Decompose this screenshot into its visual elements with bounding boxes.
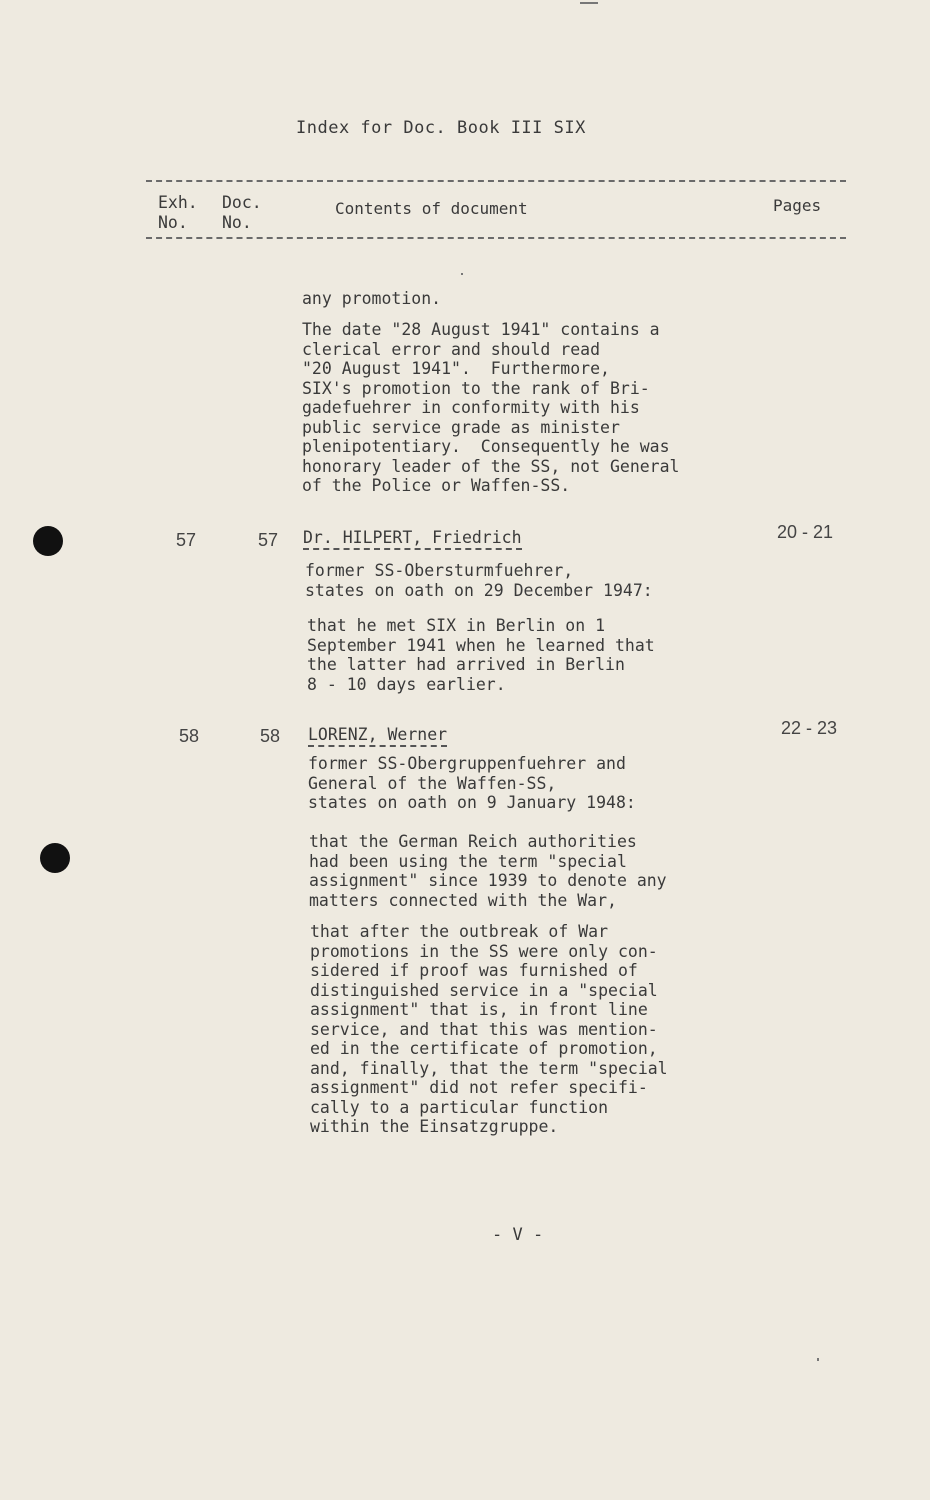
entry-name: Dr. HILPERT, Friedrich — [303, 528, 522, 550]
entry-exh-number: 58 — [179, 726, 200, 746]
entry-intro: former SS-Obergruppenfuehrer and General of the Waffen-SS, states on oath on 9 January 1948: — [308, 754, 636, 812]
paper-mark — [580, 2, 598, 4]
page-number: - V - — [492, 1225, 544, 1245]
header-rule-top — [146, 180, 846, 182]
column-header-contents: Contents of document — [335, 199, 528, 218]
continuation-line: any promotion. — [302, 289, 442, 308]
paper-mark — [461, 273, 463, 275]
page-title: Index for Doc. Book III SIX — [296, 118, 586, 138]
punch-hole-icon — [33, 526, 63, 556]
entry-body-continued: that after the outbreak of War promotions in the SS were only con- sidered if proof was furnished of distinguished service in a "special assignment" that is, in front line service, and that this was mention- ed in the certificate of promotion, and, finally, that the term "special assignment" did not refer specifi- cally to a particular function within the Einsatzgruppe. — [310, 922, 668, 1136]
entry-pages: 20 - 21 — [777, 522, 834, 542]
column-header-doc: Doc. No. — [222, 193, 262, 232]
entry-doc-number: 57 — [258, 530, 279, 550]
entry-pages: 22 - 23 — [781, 718, 838, 738]
entry-body: that he met SIX in Berlin on 1 September 1941 when he learned that the latter had arrived in Berlin 8 - 10 days earlier. — [307, 616, 655, 694]
entry-doc-number: 58 — [260, 726, 281, 746]
continuation-paragraph: The date "28 August 1941" contains a clerical error and should read "20 August 1941". Furthermore, SIX's promotion to the rank of Bri- gadefuehrer in conformity with his public service grade as minister plenipotentiary. Consequently he was honorary leader of the SS, not General of the Police or Waffen-SS. — [302, 320, 680, 495]
column-header-exh: Exh. No. — [158, 193, 198, 232]
entry-name: LORENZ, Werner — [308, 725, 447, 747]
paper-mark — [817, 1358, 819, 1361]
column-header-pages: Pages — [773, 196, 822, 215]
entry-exh-number: 57 — [176, 530, 197, 550]
entry-body: that the German Reich authorities had been using the term "special assignment" since 1939 to denote any matters connected with the War, — [309, 832, 667, 910]
header-rule-bottom — [146, 237, 846, 239]
entry-intro: former SS-Obersturmfuehrer, states on oath on 29 December 1947: — [305, 561, 653, 600]
punch-hole-icon — [40, 843, 70, 873]
